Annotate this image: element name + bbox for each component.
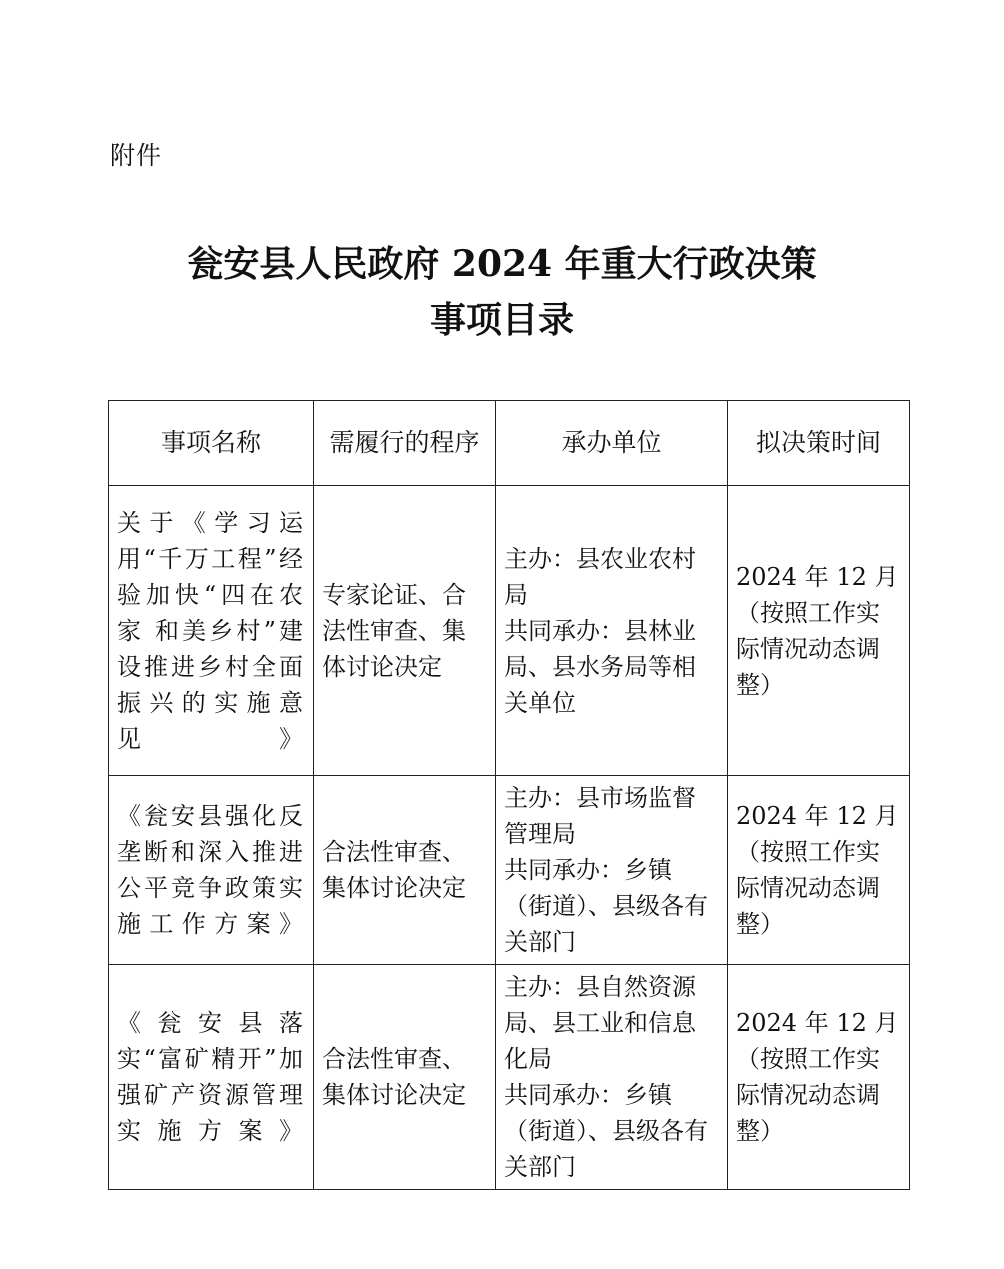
title-line-2: 事项目录 <box>429 299 574 341</box>
document-title <box>0 236 1004 348</box>
table-header-row <box>109 401 910 486</box>
header-unit: 承办单位 <box>496 401 728 486</box>
decision-time-cell: 2024 年 12 月（按照工作实际情况动态调整） <box>728 776 910 965</box>
unit-main: 主办：县农业农村局 <box>504 544 696 609</box>
unit-joint: 共同承办：乡镇（街道）、县级各有关部门 <box>504 1081 708 1181</box>
item-name-cell: 《瓮安县落实“富矿精开”加强矿产资源管理实施方案》 <box>109 965 314 1190</box>
item-name-cell: 《瓮安县强化反垄断和深入推进公平竞争政策实施工作方案》 <box>109 776 314 965</box>
attachment-label: 附件 <box>110 141 163 170</box>
procedure-cell: 合法性审查、集体讨论决定 <box>314 965 496 1190</box>
procedure-cell: 专家论证、合法性审查、集体讨论决定 <box>314 486 496 776</box>
table-row <box>109 965 910 1190</box>
table-row <box>109 486 910 776</box>
item-name-cell: 关于《学习运用“千万工程”经验加快“四在农家 和美乡村”建设推进乡村全面振兴的实施意见》 <box>109 486 314 776</box>
unit-joint: 共同承办：乡镇（街道）、县级各有关部门 <box>504 856 708 956</box>
unit-main: 主办：县自然资源局、县工业和信息化局 <box>504 973 696 1073</box>
header-time: 拟决策时间 <box>728 401 910 486</box>
decision-time-cell: 2024 年 12 月（按照工作实际情况动态调整） <box>728 486 910 776</box>
procedure-cell: 合法性审查、集体讨论决定 <box>314 776 496 965</box>
table-row <box>109 776 910 965</box>
unit-main: 主办：县市场监督管理局 <box>504 784 696 848</box>
title-line-1: 瓮安县人民政府 2024 年重大行政决策 <box>187 243 817 285</box>
unit-cell <box>496 486 728 776</box>
unit-cell <box>496 965 728 1190</box>
header-procedure: 需履行的程序 <box>314 401 496 486</box>
header-item-name: 事项名称 <box>109 401 314 486</box>
decision-time-cell: 2024 年 12 月（按照工作实际情况动态调整） <box>728 965 910 1190</box>
unit-cell <box>496 776 728 965</box>
decision-catalog-table <box>108 400 910 1190</box>
unit-joint: 共同承办：县林业局、县水务局等相关单位 <box>504 616 696 717</box>
